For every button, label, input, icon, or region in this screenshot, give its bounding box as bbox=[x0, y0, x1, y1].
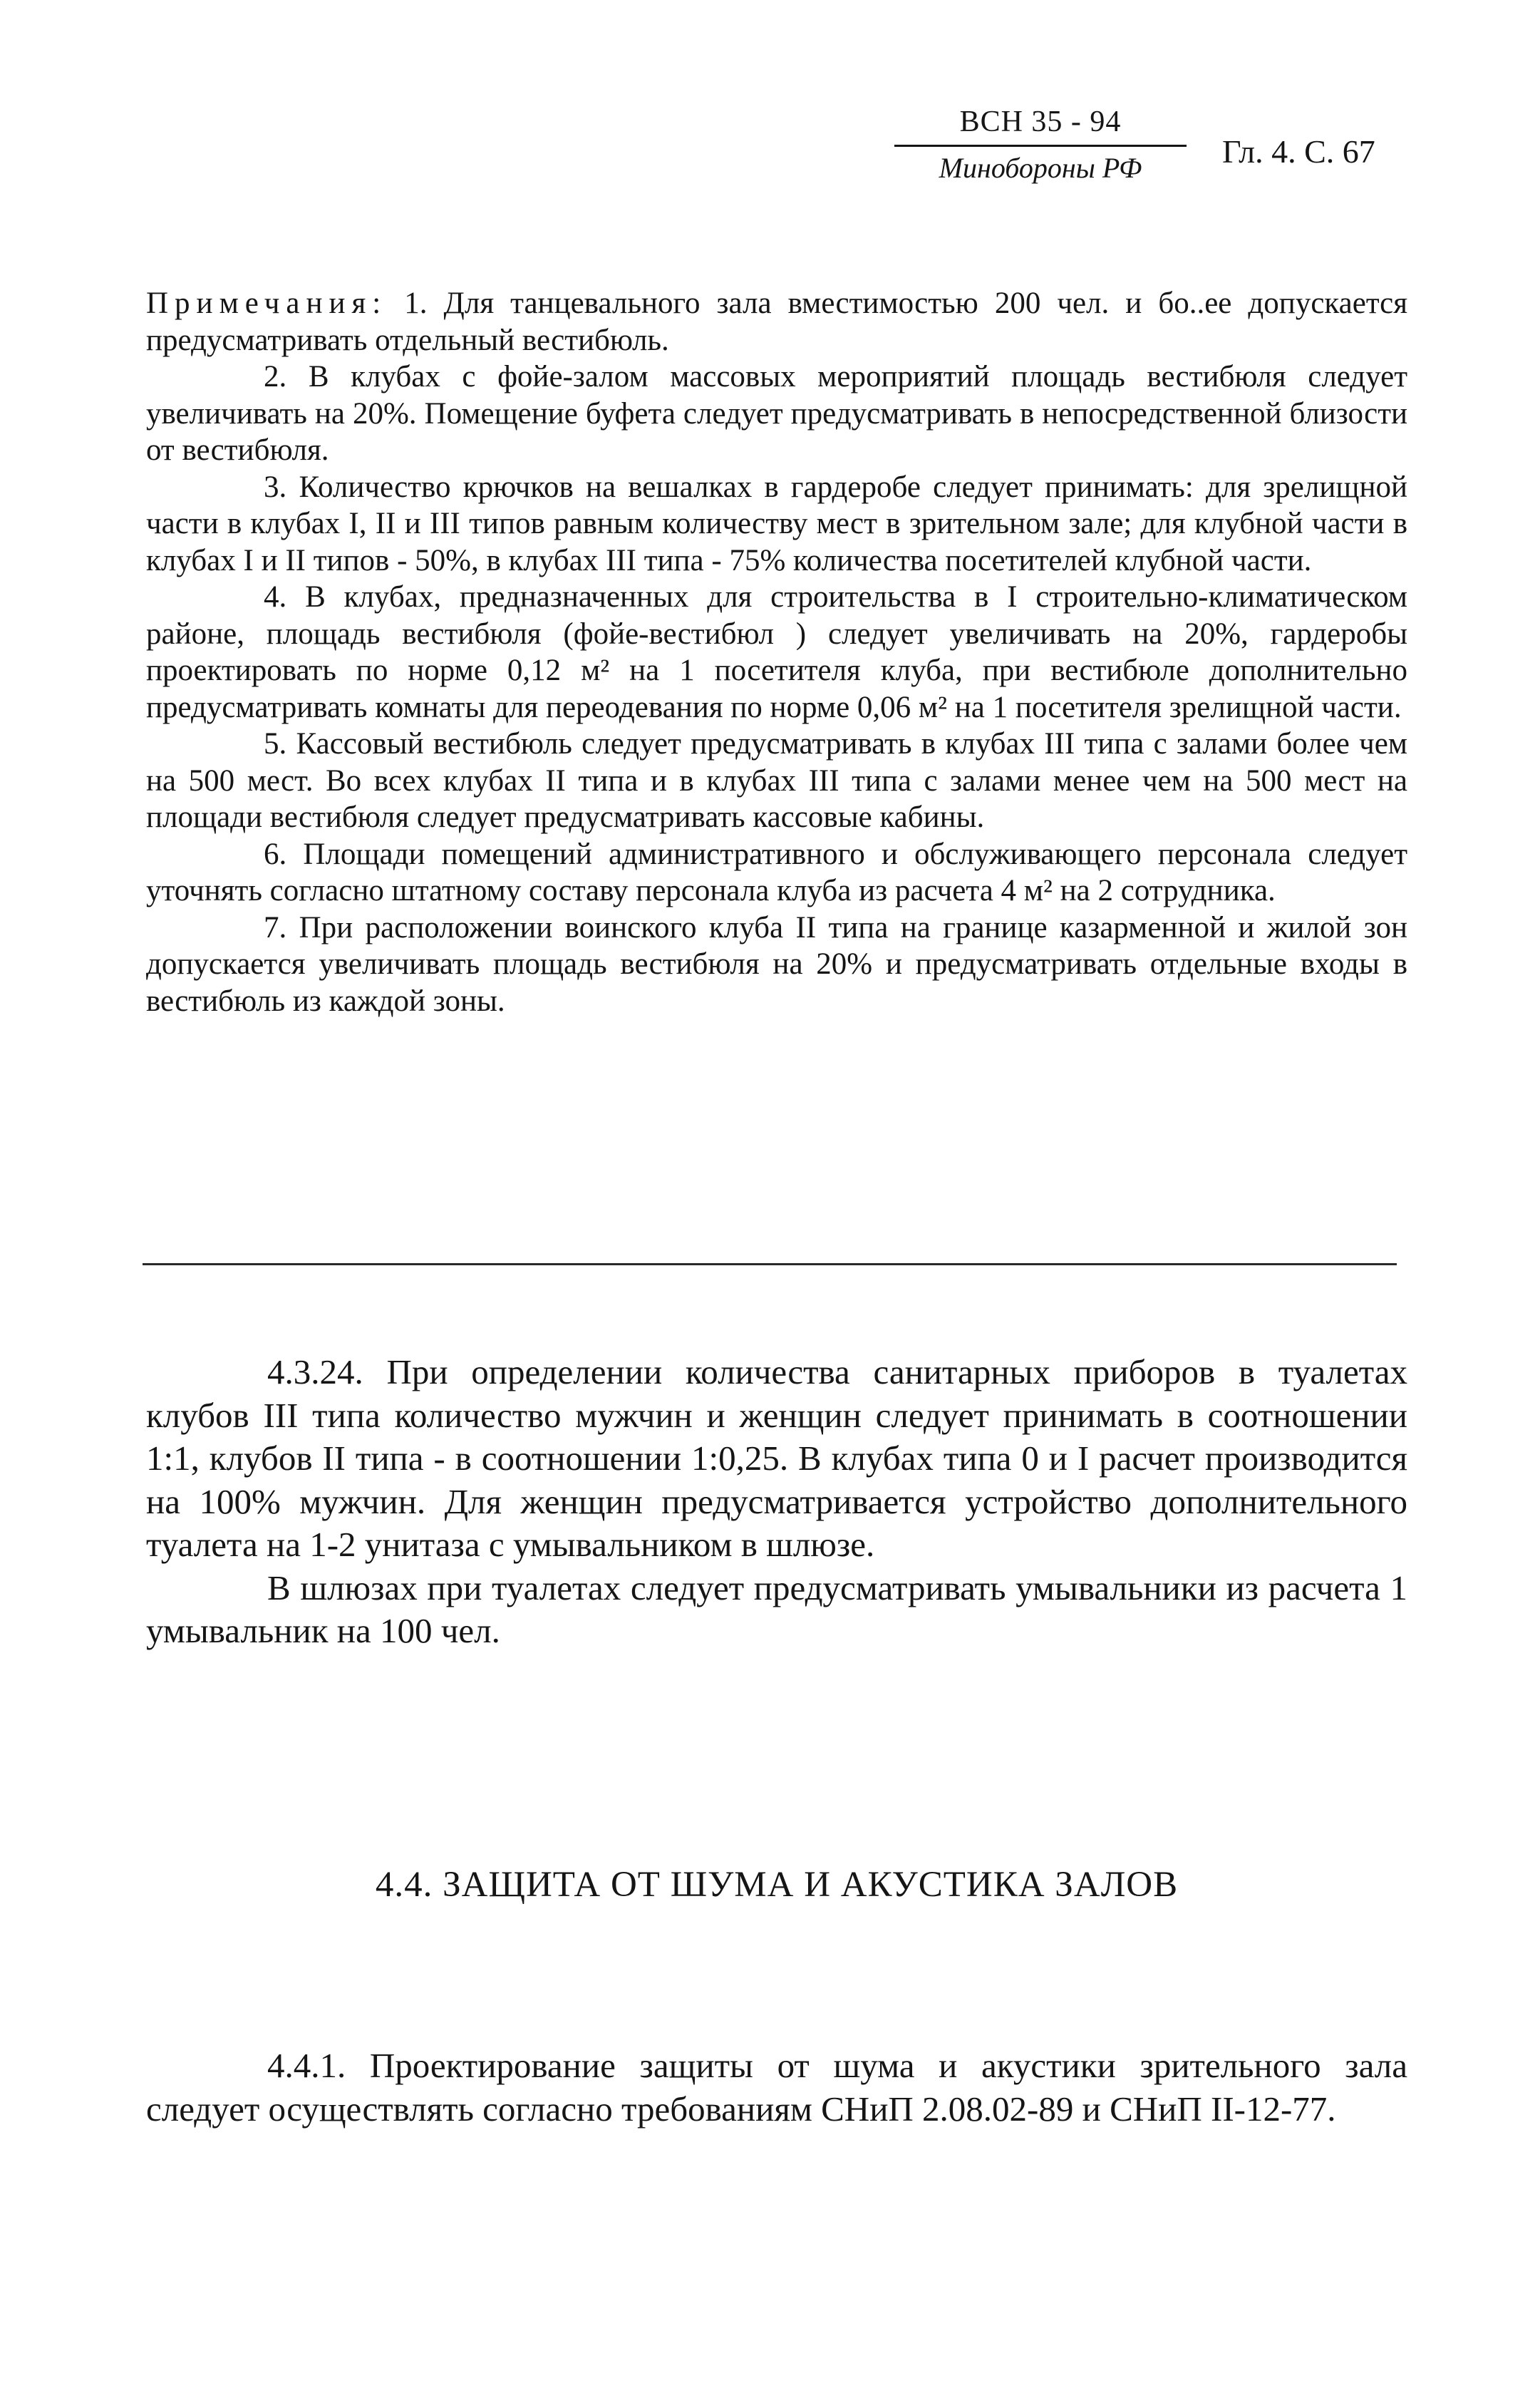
clause-4-4-1 bbox=[146, 2044, 1407, 2131]
notes-block bbox=[146, 285, 1407, 1019]
note-item-5: 5. Кассовый вестибюль следует предусматривать в клубах III типа с залами более чем на 500 мест. Во всех клубах II типа и в клубах III типа с залами менее чем на 500 мест на площади вестибюля следует предусматривать кассовые кабины. bbox=[146, 727, 1407, 834]
note-item-4: 4. В клубах, предназначенных для строительства в I строительно-климатическом районе, площадь вестибюля (фойе-вестибюл ) следует увеличивать на 20%, гардеробы проектировать по норме 0,12 м² на 1 посетителя клуба, при вестибюле дополнительно предусматривать комнаты для переодевания по норме 0,06 м² на 1 посетителя зрелищной части. bbox=[146, 580, 1407, 724]
notes-label: Примечания: bbox=[146, 287, 388, 320]
section-heading-4-4: 4.4. ЗАЩИТА ОТ ШУМА И АКУСТИКА ЗАЛОВ bbox=[375, 1865, 1179, 1905]
document-issuer: Минобороны РФ bbox=[939, 152, 1142, 184]
clause-4-3-24-paragraph-2: В шлюзах при туалетах следует предусматривать умывальники из расчета 1 умывальник на 100 чел. bbox=[146, 1568, 1407, 1650]
note-item-1-text: 1. Для танцевального зала вместимостью 200 чел. и бо..ее допускается предусматривать отдельный вестибюль. bbox=[146, 287, 1407, 357]
note-item-1 bbox=[146, 285, 1407, 359]
note-item-3: 3. Количество крючков на вешалках в гардеробе следует принимать: для зрелищной части в клубах I, II и III типов равным количеству мест в зрительном зале; для клубной части в клубах I и II типов - 50%, в клубах III типа - 75% количества посетителей клубной части. bbox=[146, 470, 1407, 577]
clause-4-3-24 bbox=[146, 1351, 1407, 1653]
clause-4-3-24-paragraph-1: 4.3.24. При определении количества санитарных приборов в туалетах клубов III типа количество мужчин и женщин следует принимать в соотношении 1:1, клубов II типа - в соотношении 1:0,25. В клубах типа 0 и I расчет производится на 100% мужчин. Для женщин предусматривается устройство дополнительного туалета на 1-2 унитаза с умывальником в шлюзе. bbox=[146, 1352, 1407, 1564]
notes-divider bbox=[143, 1263, 1397, 1265]
note-item-2: 2. В клубах с фойе-залом массовых мероприятий площадь вестибюля следует увеличивать на 20%. Помещение буфета следует предусматривать в непосредственной близости от вестибюля. bbox=[146, 360, 1407, 467]
document-code bbox=[894, 103, 1187, 190]
note-item-7: 7. При расположении воинского клуба II типа на границе казарменной и жилой зон допускается увеличивать площадь вестибюля на 20% и предусматривать отдельные входы в вестибюль из каждой зоны. bbox=[146, 910, 1407, 1018]
chapter-page-reference: Гл. 4. С. 67 bbox=[1222, 133, 1375, 170]
page-header bbox=[894, 103, 1407, 203]
note-item-6: 6. Площади помещений административного и обслуживающего персонала следует уточнять согласно штатному составу персонала клуба из расчета 4 м² на 2 сотрудника. bbox=[146, 837, 1407, 907]
document-code-number: ВСН 35 - 94 bbox=[894, 103, 1187, 147]
clause-4-4-1-paragraph: 4.4.1. Проектирование защиты от шума и акустики зрительного зала следует осуществлять согласно требованиям СНиП 2.08.02-89 и СНиП II-12-77. bbox=[146, 2046, 1407, 2129]
